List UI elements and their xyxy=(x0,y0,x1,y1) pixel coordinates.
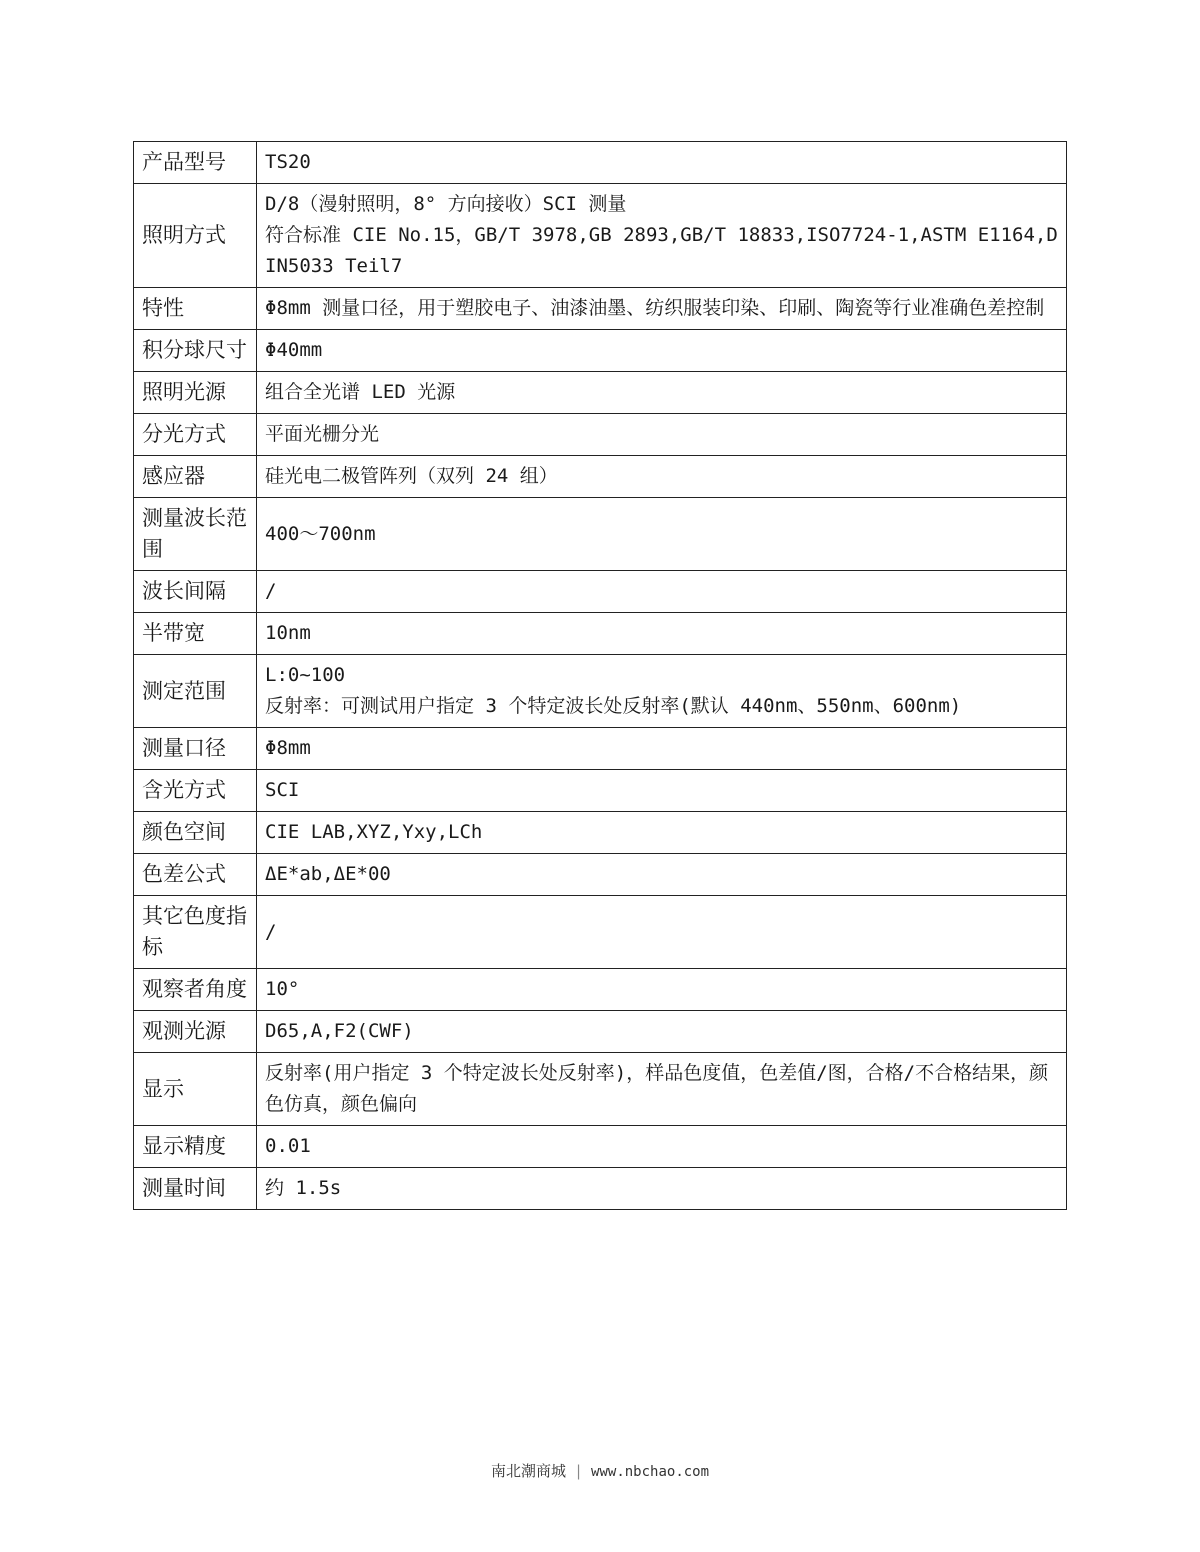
spec-value xyxy=(257,498,1067,571)
spec-value xyxy=(257,1168,1067,1210)
spec-value-line: CIE LAB,XYZ,Yxy,LCh xyxy=(265,821,483,843)
spec-row xyxy=(134,288,1067,330)
spec-row xyxy=(134,330,1067,372)
spec-row xyxy=(134,1168,1067,1210)
spec-value-line: 符合标准 CIE No.15，GB/T 3978,GB 2893,GB/T 18833,ISO7724-1,ASTM E1164,DIN5033 Teil7 xyxy=(265,224,1058,277)
spec-value-line: L:0~100 xyxy=(265,664,346,686)
spec-label: 积分球尺寸 xyxy=(134,330,257,372)
spec-row xyxy=(134,498,1067,571)
spec-row xyxy=(134,728,1067,770)
spec-value-line: 10° xyxy=(265,978,300,1000)
spec-value xyxy=(257,288,1067,330)
spec-value-line: Φ8mm xyxy=(265,737,311,759)
spec-row xyxy=(134,1126,1067,1168)
spec-label: 测量时间 xyxy=(134,1168,257,1210)
spec-table xyxy=(133,141,1067,1210)
spec-label: 波长间隔 xyxy=(134,571,257,613)
footer-url[interactable]: www.nbchao.com xyxy=(591,1464,710,1480)
spec-row xyxy=(134,1053,1067,1126)
spec-value xyxy=(257,1011,1067,1053)
spec-row xyxy=(134,770,1067,812)
spec-value xyxy=(257,1126,1067,1168)
spec-row xyxy=(134,812,1067,854)
spec-label: 显示 xyxy=(134,1053,257,1126)
spec-row xyxy=(134,854,1067,896)
spec-label: 分光方式 xyxy=(134,414,257,456)
spec-label: 半带宽 xyxy=(134,613,257,655)
spec-label: 特性 xyxy=(134,288,257,330)
spec-value-line: 0.01 xyxy=(265,1135,311,1157)
spec-label: 感应器 xyxy=(134,456,257,498)
spec-label: 色差公式 xyxy=(134,854,257,896)
spec-label: 显示精度 xyxy=(134,1126,257,1168)
spec-value-line: Φ8mm 测量口径，用于塑胶电子、油漆油墨、纺织服装印染、印刷、陶瓷等行业准确色差控制 xyxy=(265,297,1045,319)
spec-row xyxy=(134,613,1067,655)
spec-label: 测量波长范围 xyxy=(134,498,257,571)
spec-value xyxy=(257,372,1067,414)
spec-value-line: / xyxy=(265,580,277,602)
spec-value xyxy=(257,812,1067,854)
spec-value-line: 平面光栅分光 xyxy=(265,423,380,445)
spec-row xyxy=(134,142,1067,184)
spec-label: 照明光源 xyxy=(134,372,257,414)
spec-label: 测量口径 xyxy=(134,728,257,770)
page-footer xyxy=(0,1460,1200,1481)
spec-row xyxy=(134,184,1067,288)
spec-value xyxy=(257,184,1067,288)
spec-label: 测定范围 xyxy=(134,655,257,728)
spec-value-line: 反射率(用户指定 3 个特定波长处反射率)，样品色度值，色差值/图，合格/不合格结果，颜色仿真，颜色偏向 xyxy=(265,1062,1049,1115)
spec-table-body xyxy=(134,142,1067,1210)
spec-label: 产品型号 xyxy=(134,142,257,184)
spec-label: 其它色度指标 xyxy=(134,896,257,969)
footer-separator: | xyxy=(575,1462,582,1480)
spec-value-line: 组合全光谱 LED 光源 xyxy=(265,381,456,403)
spec-value xyxy=(257,1053,1067,1126)
spec-value-line: SCI xyxy=(265,779,300,801)
spec-value xyxy=(257,770,1067,812)
spec-value xyxy=(257,655,1067,728)
spec-value-line: 反射率：可测试用户指定 3 个特定波长处反射率(默认 440nm、550nm、600nm) xyxy=(265,695,962,717)
spec-row xyxy=(134,1011,1067,1053)
spec-value-line: D/8（漫射照明，8° 方向接收）SCI 测量 xyxy=(265,193,627,215)
spec-value-line: / xyxy=(265,920,277,943)
spec-value xyxy=(257,896,1067,969)
spec-value xyxy=(257,142,1067,184)
spec-row xyxy=(134,896,1067,969)
spec-value xyxy=(257,414,1067,456)
spec-row xyxy=(134,571,1067,613)
spec-label: 含光方式 xyxy=(134,770,257,812)
spec-row xyxy=(134,372,1067,414)
spec-label: 观察者角度 xyxy=(134,969,257,1011)
spec-value-line: 10nm xyxy=(265,622,311,644)
spec-value-line: 硅光电二极管阵列（双列 24 组） xyxy=(265,465,558,487)
spec-value-line: 400～700nm xyxy=(265,522,376,545)
spec-value xyxy=(257,969,1067,1011)
spec-row xyxy=(134,414,1067,456)
spec-label: 颜色空间 xyxy=(134,812,257,854)
spec-row xyxy=(134,655,1067,728)
spec-value xyxy=(257,854,1067,896)
spec-value-line: Φ40mm xyxy=(265,339,323,361)
footer-site-name: 南北潮商城 xyxy=(490,1462,566,1480)
spec-value xyxy=(257,330,1067,372)
spec-value xyxy=(257,571,1067,613)
spec-value xyxy=(257,728,1067,770)
spec-value xyxy=(257,456,1067,498)
spec-value-line: 约 1.5s xyxy=(265,1177,342,1199)
spec-value xyxy=(257,613,1067,655)
spec-value-line: ΔE*ab,ΔE*00 xyxy=(265,863,391,885)
spec-value-line: D65,A,F2(CWF) xyxy=(265,1020,414,1042)
spec-value-line: TS20 xyxy=(265,151,311,173)
spec-row xyxy=(134,456,1067,498)
spec-label: 照明方式 xyxy=(134,184,257,288)
spec-label: 观测光源 xyxy=(134,1011,257,1053)
spec-row xyxy=(134,969,1067,1011)
